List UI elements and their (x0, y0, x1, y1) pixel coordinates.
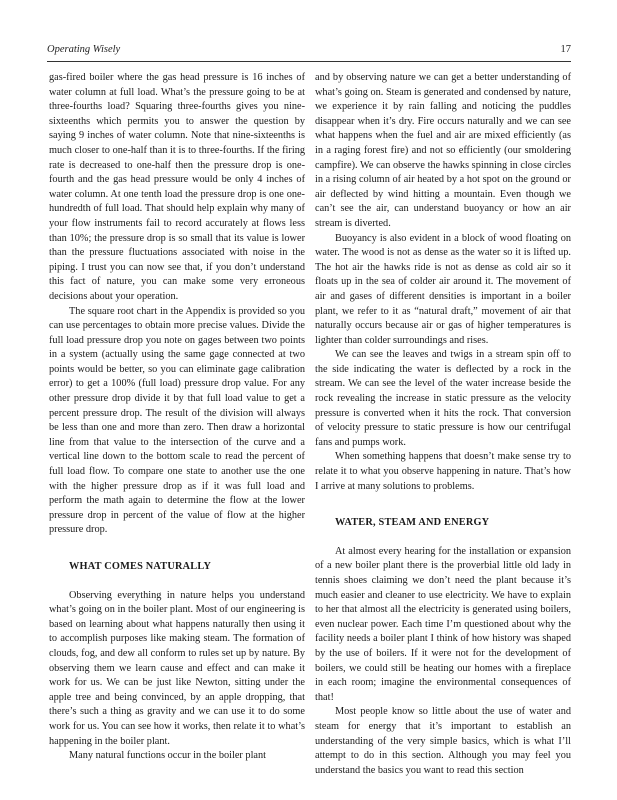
paragraph: Buoyancy is also evident in a block of wood floating on water. The wood is not as dense as the water so it is lifted up. The hot air the hawks ride is not as dense as cold air so it floats up in the sea of colder air around it. The movement of air and gases of different densities is important in a boiler plant, we refer to it as “natural draft,” movement of air that naturally occurs because air or gas of higher temperatures is lighter than colder surroundings and rises. (315, 232, 571, 346)
paragraph: Many natural functions occur in the boiler plant (69, 750, 267, 762)
running-title: Operating Wisely (47, 44, 121, 55)
paragraph: Most people know so little about the use of water and steam for energy that it’s important to establish an understanding of the very simple basics, which is what I’ll attempt to do in this section. Although you may feel you understand the basics you want to read this section (315, 706, 571, 776)
right-column (315, 71, 571, 778)
paragraph: When something happens that doesn’t make sense try to relate it to what you observe happening in nature. That’s how I arrive at many solutions to problems. (315, 451, 571, 492)
page-number: 17 (560, 44, 571, 55)
paragraph: and by observing nature we can get a better understanding of what’s going on. Steam is generated and condensed by nature, we experience it by rain falling and noticing the puddles disappear when it’s dry. Fire occurs naturally and we can see what happens when the fuel and air are mixed efficiently (as in a raging forest fire) and not so efficiently (our smoldering campfire). We can observe the hawks spinning in close circles in a rising column of air heated by a hot spot on the ground or air deflected by wind hitting a mountain. Even though we can’t see the air, can understand buoyancy or how an air stream is diverted. (315, 72, 571, 229)
header-rule (47, 61, 571, 62)
paragraph: gas-fired boiler where the gas head pressure is 16 inches of water column at full load. What’s the pressure going to be at three-fourths load? Squaring three-fourths gives you nine-sixteenths which permits you to answer the question by saying 9 inches of water column. Note that nine-sixteenths is much closer to one-half than it is to three-fourths. If the firing rate is decreased to one-half then the pressure drop is one-fourth and the gas head pressure would be only 4 inches of water column. At one tenth load the pressure drop is one one-hundredth of full load. That should help explain why many of your flow instruments fail to record accurately at flows less than 10%; the pressure drop is so small that its value is lower than the pressure fluctuations associated with noise in the piping. I trust you can now see that, if you don’t understand this fact of nature, you can make some very erroneous decisions about your operation. (49, 72, 305, 302)
paragraph: At almost every hearing for the installation or expansion of a new boiler plant there is the proverbial little old lady in tennis shoes claiming we don’t need the plant because it’s much easier and cleaner to use electricity. We have to explain to her that almost all the electricity is generated using boilers, even nuclear power. Each time I’m questioned about why the facility needs a boiler plant I think of how history was shaped by the use of boilers. If it were not for the development of boilers, we could still be heating our homes with a fireplace in each room; imagine the environmental consequences of that! (315, 545, 571, 703)
paragraph: The square root chart in the Appendix is provided so you can use percentages to obtain more precise values. Divide the full load pressure drop you note on gages between two points in a system (actually using the same gage connected at two points would be better, so you can eliminate gage calibration error) to get a 100% (full load) pressure drop value. For any other pressure drop divide it by that full load value to get a percent pressure drop. The result of the division will always be less than one and more than zero. Then draw a horizontal line from that value to the intersection of the curve and a vertical line down to the bottom scale to read the percent of full load flow. To compare one state to another use the one with the higher pressure drop as if it was full load and perform the math again to determine the flow at the lower pressure drop in percent of the value of flow at the higher pressure drop. (49, 305, 305, 536)
paragraph: Observing everything in nature helps you understand what’s going on in the boiler plant. Most of our engineering is based on learning about what happens naturally then using it to accomplish purposes like making steam. The formation of clouds, fog, and dew all conform to rules set up by nature. By observing them we learn cause and effect and can make it work for us. We can be just like Newton, sitting under the apple tree and being convinced, by an apple dropping, that there’s such a thing as gravity and we can use it to do some work for us. You can see how it works, then relate it to what’s happening in the boiler plant. (49, 589, 305, 747)
running-header (47, 44, 571, 60)
section-heading-water-steam-energy: WATER, STEAM AND ENERGY (335, 517, 490, 529)
paragraph: We can see the leaves and twigs in a stream spin off to the side indicating the water is deflected by a rock in the stream. We can see the level of the water increase beside the rock revealing the increase in static pressure as the velocity pressure is converted when it hits the rock. That conversion of velocity pressure to static pressure is how our centrifugal fans and pumps work. (315, 349, 571, 448)
section-heading-what-comes-naturally: WHAT COMES NATURALLY (69, 561, 212, 572)
left-column (49, 71, 305, 764)
